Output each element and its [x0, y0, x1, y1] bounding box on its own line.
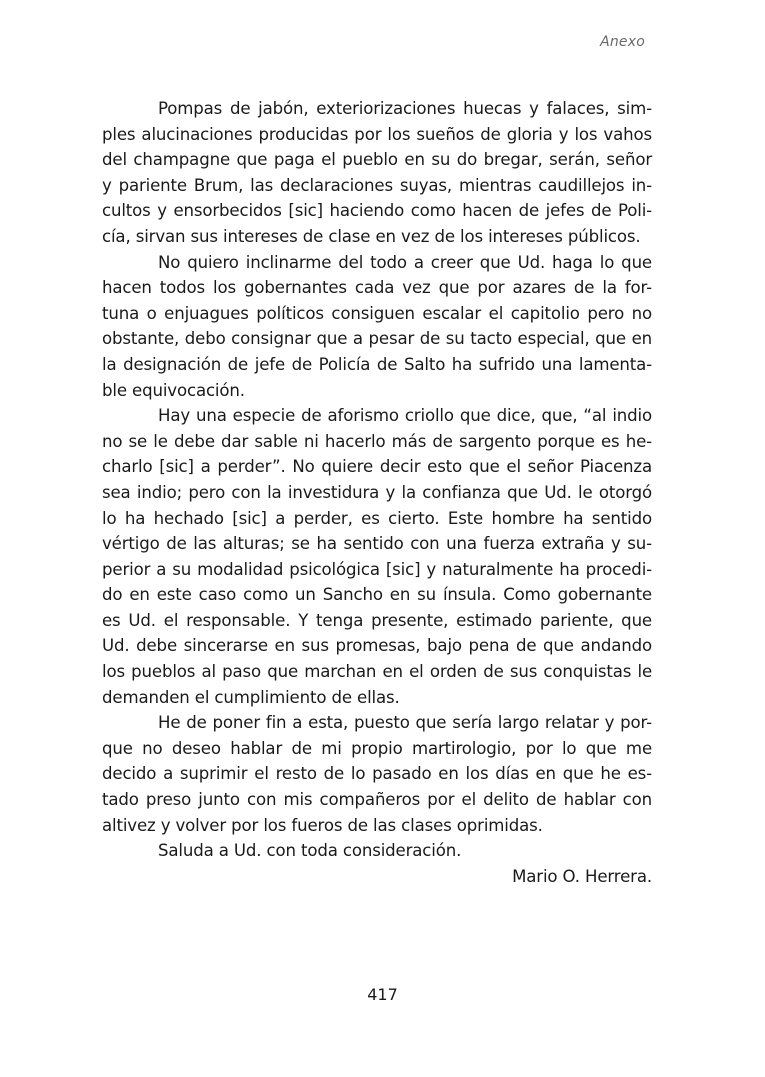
text-line: cultos y ensorbecidos [sic] haciendo como hacen de jefes de Poli- [102, 201, 652, 221]
text-line: tado preso junto con mis compañeros por el delito de hablar con [102, 790, 652, 810]
letter-body [102, 96, 652, 889]
text-line: la designación de jefe de Policía de Salto ha sufrido una lamenta- [102, 354, 652, 374]
text-line: charlo [sic] a perder”. No quiere decir esto que el señor Piacenza [102, 457, 652, 477]
text-line: No quiero inclinarme del todo a creer que Ud. haga lo que [158, 252, 652, 272]
text-line: Hay una especie de aforismo criollo que dice, que, “al indio [158, 406, 652, 426]
paragraph-4 [102, 710, 652, 838]
text-line: perior a su modalidad psicológica [sic] y naturalmente ha procedi- [102, 559, 652, 579]
signature: Mario O. Herrera. [512, 866, 652, 886]
text-line: del champagne que paga el pueblo en su do bregar, serán, señor [102, 150, 652, 170]
text-line: Saluda a Ud. con toda consideración. [158, 841, 462, 861]
paragraph-3 [102, 403, 652, 710]
text-line: sea indio; pero con la investidura y la confianza que Ud. le otorgó [102, 482, 652, 502]
text-line: y pariente Brum, las declaraciones suyas, mientras caudillejos in- [102, 175, 652, 195]
text-line: Ud. debe sincerarse en sus promesas, bajo pena de que andando [102, 636, 652, 656]
text-line: que no deseo hablar de mi propio martirologio, por lo que me [102, 738, 652, 758]
text-line: lo ha hechado [sic] a perder, es cierto. Este hombre ha sentido [102, 508, 652, 528]
text-line: obstante, debo consignar que a pesar de su tacto especial, que en [102, 329, 652, 349]
text-line: tuna o enjuagues políticos consiguen escalar el capitolio pero no [102, 303, 652, 323]
paragraph-2 [102, 250, 652, 404]
page-number: 417 [367, 985, 398, 1004]
text-line: He de poner fin a esta, puesto que sería largo relatar y por- [158, 713, 652, 733]
running-head: Anexo [600, 34, 645, 50]
text-line: es Ud. el responsable. Y tenga presente, estimado pariente, que [102, 610, 652, 630]
text-line: do en este caso como un Sancho en su ínsula. Como gobernante [102, 585, 652, 605]
paragraph-1 [102, 96, 652, 250]
text-line: decido a suprimir el resto de lo pasado en los días en que he es- [102, 764, 652, 784]
text-line: demanden el cumplimiento de ellas. [102, 687, 400, 707]
text-line: hacen todos los gobernantes cada vez que por azares de la for- [102, 278, 652, 298]
text-line: vértigo de las alturas; se ha sentido con una fuerza extraña y su- [102, 534, 652, 554]
text-line: no se le debe dar sable ni hacerlo más de sargento porque es he- [102, 431, 652, 451]
text-line: los pueblos al paso que marchan en el orden de sus conquistas le [102, 662, 652, 682]
text-line: cía, sirvan sus intereses de clase en vez de los intereses públicos. [102, 226, 641, 246]
text-line: ples alucinaciones producidas por los sueños de gloria y los vahos [102, 124, 652, 144]
text-line: altivez y volver por los fueros de las clases oprimidas. [102, 815, 543, 835]
closing-salutation [102, 838, 652, 864]
text-line: ble equivocación. [102, 380, 245, 400]
text-line: Pompas de jabón, exteriorizaciones huecas y falaces, sim- [158, 99, 652, 118]
